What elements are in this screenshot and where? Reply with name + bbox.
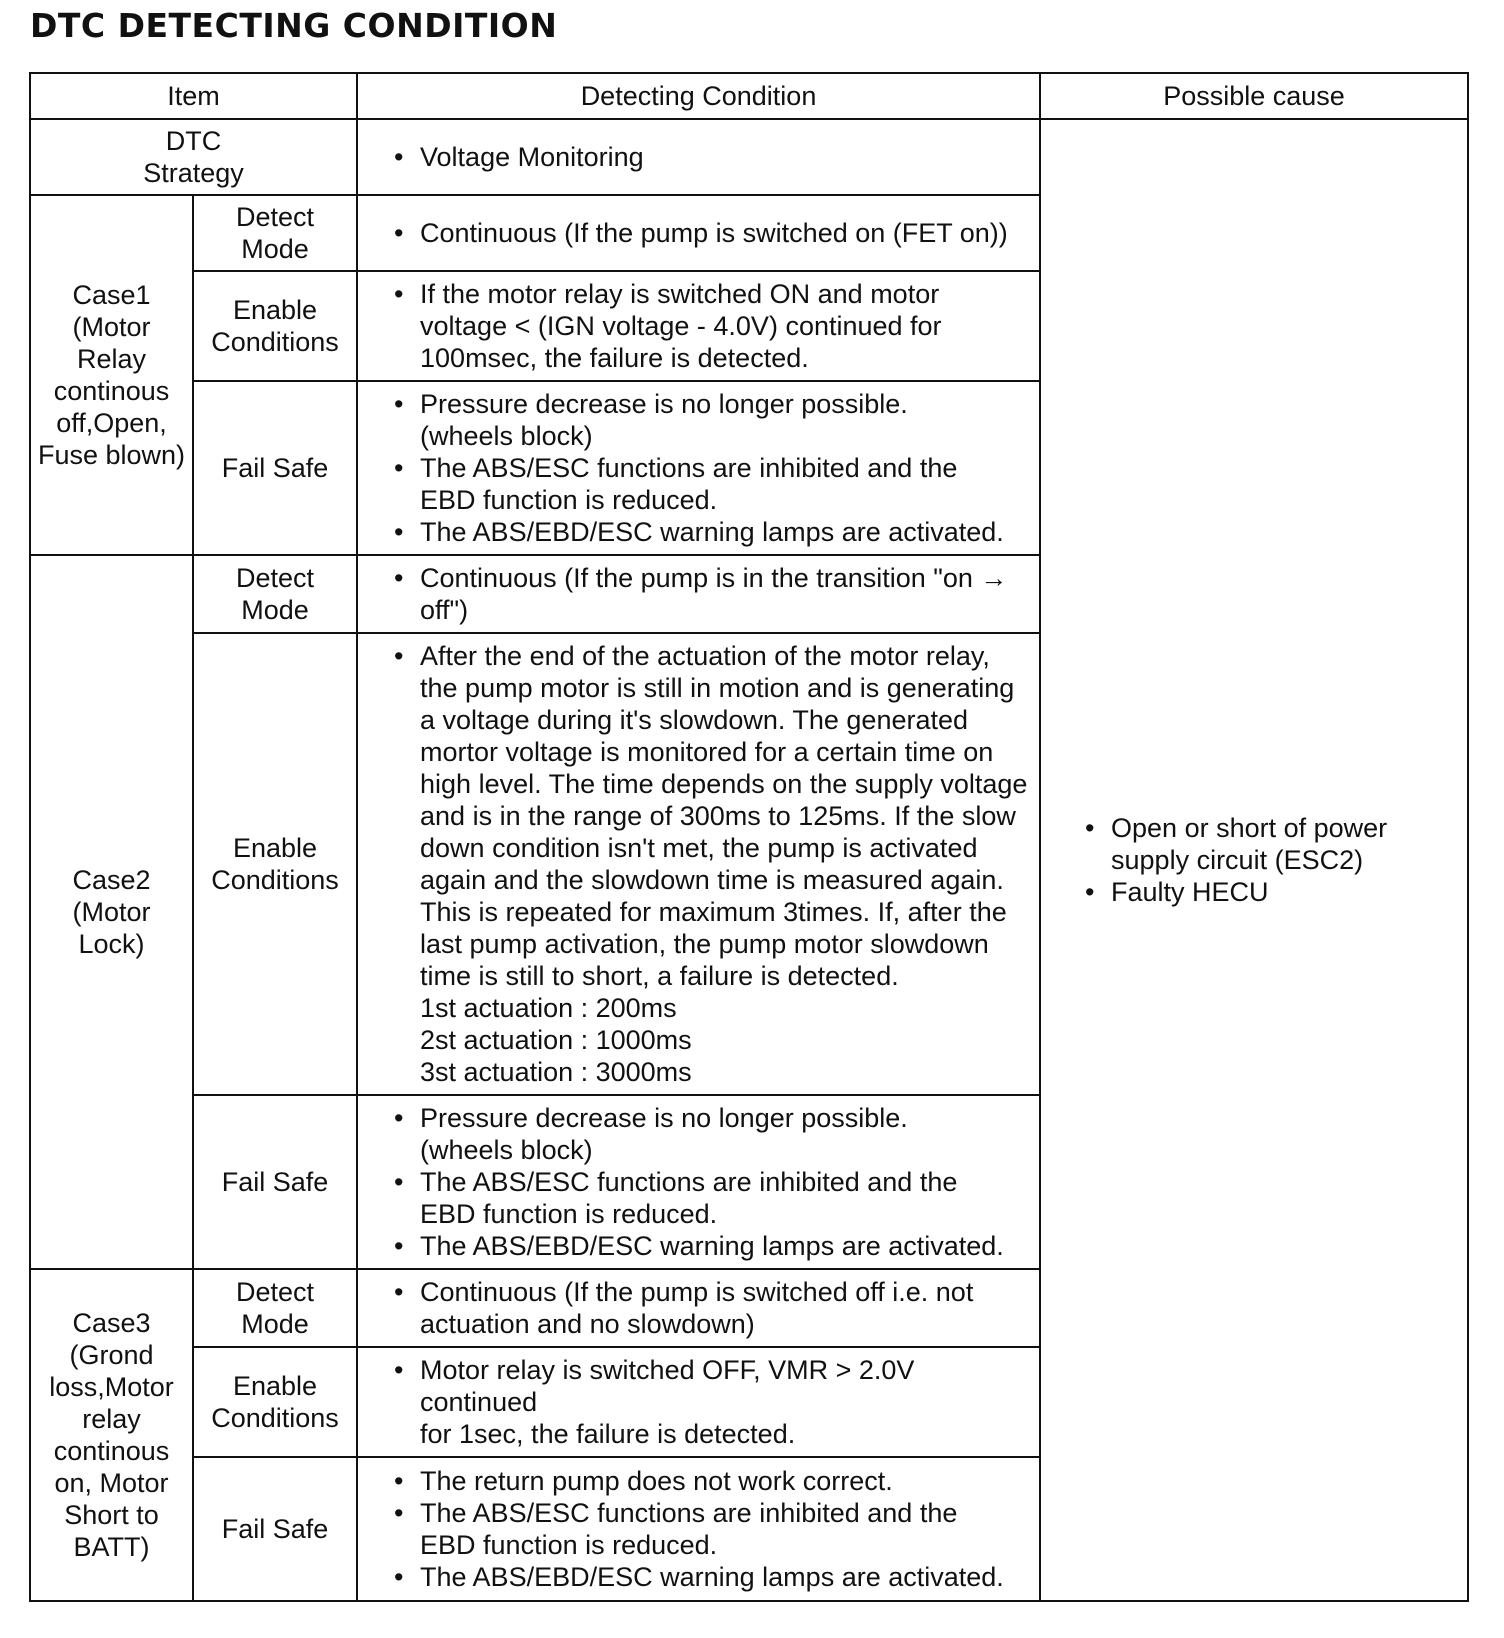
fail-safe-label: Fail Safe xyxy=(193,1457,357,1601)
case2-fail-safe: • Pressure decrease is no longer possible. (wheels block) • The ABS/ESC functions are inhibited and the EBD function is reduced. • The ABS/EBD/ESC warning lamps are activated. xyxy=(357,1095,1040,1269)
case1-enable-conditions: • If the motor relay is switched ON and motor voltage < (IGN voltage - 4.0V) continued for 100msec, the failure is detected. xyxy=(357,271,1040,381)
case3-enable-conditions: • Motor relay is switched OFF, VMR > 2.0V continued for 1sec, the failure is detected. xyxy=(357,1347,1040,1457)
case1-detect-mode: • Continuous (If the pump is switched on (FET on)) xyxy=(357,195,1040,271)
case1-label: Case1 (Motor Relay continous off,Open, Fuse blown) xyxy=(30,195,193,555)
header-item: Item xyxy=(30,73,357,119)
case1-fail-safe: • Pressure decrease is no longer possible. (wheels block) • The ABS/ESC functions are inhibited and the EBD function is reduced. • The ABS/EBD/ESC warning lamps are activated. xyxy=(357,381,1040,555)
header-row xyxy=(30,73,1468,119)
case3-detect-mode: • Continuous (If the pump is switched off i.e. not actuation and no slowdown) xyxy=(357,1269,1040,1347)
fail-safe-label: Fail Safe xyxy=(193,1095,357,1269)
case2-detect-mode: • Continuous (If the pump is in the transition "on → off") xyxy=(357,555,1040,633)
fail-safe-label: Fail Safe xyxy=(193,381,357,555)
strategy-value: • Voltage Monitoring xyxy=(357,119,1040,195)
cause-item: • Open or short of power supply circuit (ESC2) xyxy=(1081,812,1455,876)
detect-mode-label: Detect Mode xyxy=(193,555,357,633)
detect-mode-label: Detect Mode xyxy=(193,195,357,271)
strategy-label: DTC Strategy xyxy=(30,119,357,195)
cause-item: • Faulty HECU xyxy=(1081,876,1455,908)
enable-conditions-label: Enable Conditions xyxy=(193,271,357,381)
case2-label: Case2 (Motor Lock) xyxy=(30,555,193,1269)
header-possible-cause: Possible cause xyxy=(1040,73,1468,119)
enable-conditions-label: Enable Conditions xyxy=(193,633,357,1095)
strategy-row xyxy=(30,119,1468,195)
dtc-condition-table xyxy=(29,72,1469,1602)
detect-mode-label: Detect Mode xyxy=(193,1269,357,1347)
header-detecting-condition: Detecting Condition xyxy=(357,73,1040,119)
possible-cause-cell xyxy=(1040,119,1468,1601)
case2-enable-conditions: • After the end of the actuation of the motor relay, the pump motor is still in motion and is generating a voltage during it's slowdown. The generated mortor voltage is monitored for a certain time on high level. The time depends on the supply voltage and is in the range of 300ms to 125ms. If the slow down condition isn't met, the pump is activated again and the slowdown time is measured again. This is repeated for maximum 3times. If, after the last pump activation, the pump motor slowdown time is still to short, a failure is detected. 1st actuation : 200ms 2st actuation : 1000ms 3st actuation : 3000ms xyxy=(357,633,1040,1095)
enable-conditions-label: Enable Conditions xyxy=(193,1347,357,1457)
case3-fail-safe: • The return pump does not work correct. • The ABS/ESC functions are inhibited and the EBD function is reduced. • The ABS/EBD/ESC warning lamps are activated. xyxy=(357,1457,1040,1601)
page-title: DTC DETECTING CONDITION xyxy=(30,6,558,45)
case3-label: Case3 (Grond loss,Motor relay continous on, Motor Short to BATT) xyxy=(30,1269,193,1601)
